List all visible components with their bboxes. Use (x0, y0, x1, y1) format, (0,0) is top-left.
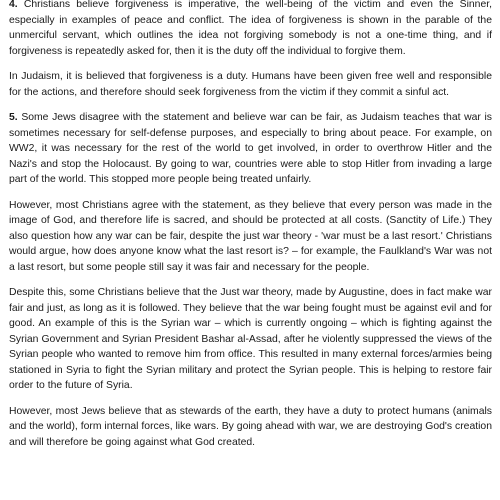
paragraph (9, 0, 492, 59)
paragraph (9, 69, 492, 100)
paragraph (9, 110, 492, 188)
paragraph-text: However, most Christians agree with the statement, as they believe that every person was made in the image of God, and therefore life is sacred, and should be protected at all costs. (Sanctity of Life.) They also question how any war can be fair, despite the just war theory - 'war must be a last resort.' Christians would argue, how does anyone know what the last resort is? – for example, the Faulkland's War was not a last resort, but some people still say it was fair and necessary for the people. (9, 199, 492, 273)
paragraph-text: Despite this, some Christians believe that the Just war theory, made by Augustine, does in fact make war fair and just, as long as it is followed. They believe that the war being fought must be against evil and for good. An example of this is the Syrian war – which is currently ongoing – which is fighting against the Syrian Government and Syrian President Bashar al-Assad, after he violently suppressed the views of the Syrian people who wanted to remove him from office. This resulted in many external forces/armies being stationed in Syria to fight the Syrian military and protect the Syrian people. This is helping to restore fair order to the future of Syria. (9, 287, 492, 391)
paragraph-number: 5. (9, 112, 18, 123)
paragraph-text: Some Jews disagree with the statement and believe war can be fair, as Judaism teaches that war is sometimes necessary for self-defense purposes, and especially to bring about peace. For example, on WW2, it was necessary for the rest of the world to get involved, in order to overthrow Hitler and the Nazi's and stop the Holocaust. By going to war, countries were able to stop Hitler from invading a large part of the world. This stopped more people being treated unfairly. (9, 112, 493, 185)
paragraph-text: In Judaism, it is believed that forgiveness is a duty. Humans have been given free well and responsible for the actions, and therefore should seek forgiveness from the victim if they commit a sinful act. (9, 71, 492, 98)
document-page (9, 0, 492, 460)
paragraph-text: However, most Jews believe that as stewards of the earth, they have a duty to protect humans (animals and the world), form internal forces, like wars. By going ahead with war, we are destroying God's creation and will therefore be going against what God created. (9, 405, 492, 448)
paragraph-number: 4. (9, 0, 18, 10)
paragraph-text: Christians believe forgiveness is imperative, the well-being of the victim and even the Sinner, especially in examples of peace and conflict. The idea of forgiveness is shown in the parable of the unmerciful servant, which outlines the idea not forgiving somebody is not a one-time thing, and if forgiveness is repeatedly asked for, then it is the duty off the individual to forgive them. (9, 0, 493, 57)
paragraph (9, 285, 492, 394)
paragraph (9, 198, 492, 276)
paragraph (9, 404, 492, 451)
